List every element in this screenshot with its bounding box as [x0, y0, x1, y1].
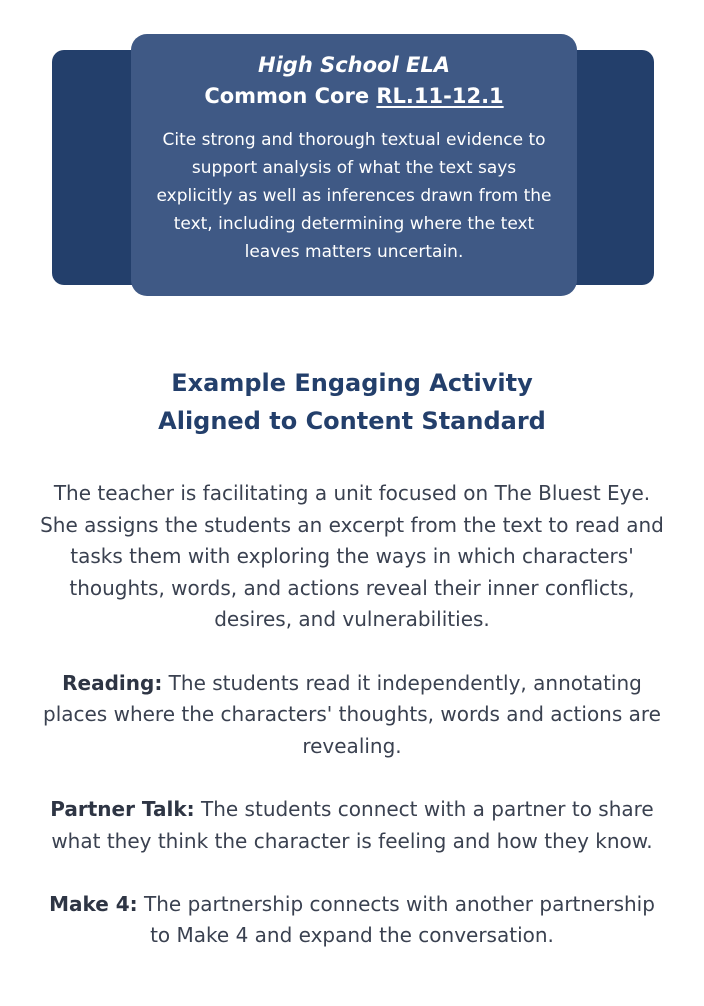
- step-reading: [40, 668, 664, 763]
- standard-card: [131, 34, 577, 296]
- card-subject: High School ELA: [258, 53, 450, 77]
- card-standard: [131, 80, 577, 112]
- intro-paragraph: The teacher is facilitating a unit focused on The Bluest Eye. She assigns the students an excerpt from the text to read and tasks them with exploring the ways in which characters' thoughts, words, and actions reveal their inner conflicts, desires, and vulnerabilities.: [40, 481, 664, 632]
- card-description: Cite strong and thorough textual evidence to support analysis of what the text says explicitly as well as inferences drawn from the text, including determining where the text leaves matters uncertain.: [156, 130, 552, 262]
- step-text: The students connect with a partner to share what they think the character is feeling and how they know.: [51, 796, 654, 853]
- activity-description: [40, 478, 664, 984]
- step-label: Reading:: [62, 670, 163, 695]
- step-make-4: [40, 889, 664, 952]
- step-text: The partnership connects with another partnership to Make 4 and expand the conversation.: [137, 891, 655, 948]
- heading-line-1: Example Engaging Activity: [171, 369, 533, 397]
- section-heading: [0, 364, 704, 440]
- step-label: Partner Talk:: [50, 796, 195, 821]
- standard-code-link[interactable]: RL.11-12.1: [376, 84, 504, 108]
- step-text: The students read it independently, annotating places where the characters' thoughts, words and actions are revealing.: [43, 670, 661, 758]
- step-partner-talk: [40, 794, 664, 857]
- card-standard-prefix: Common Core: [204, 84, 377, 108]
- step-label: Make 4:: [49, 891, 138, 916]
- heading-line-2: Aligned to Content Standard: [158, 407, 546, 435]
